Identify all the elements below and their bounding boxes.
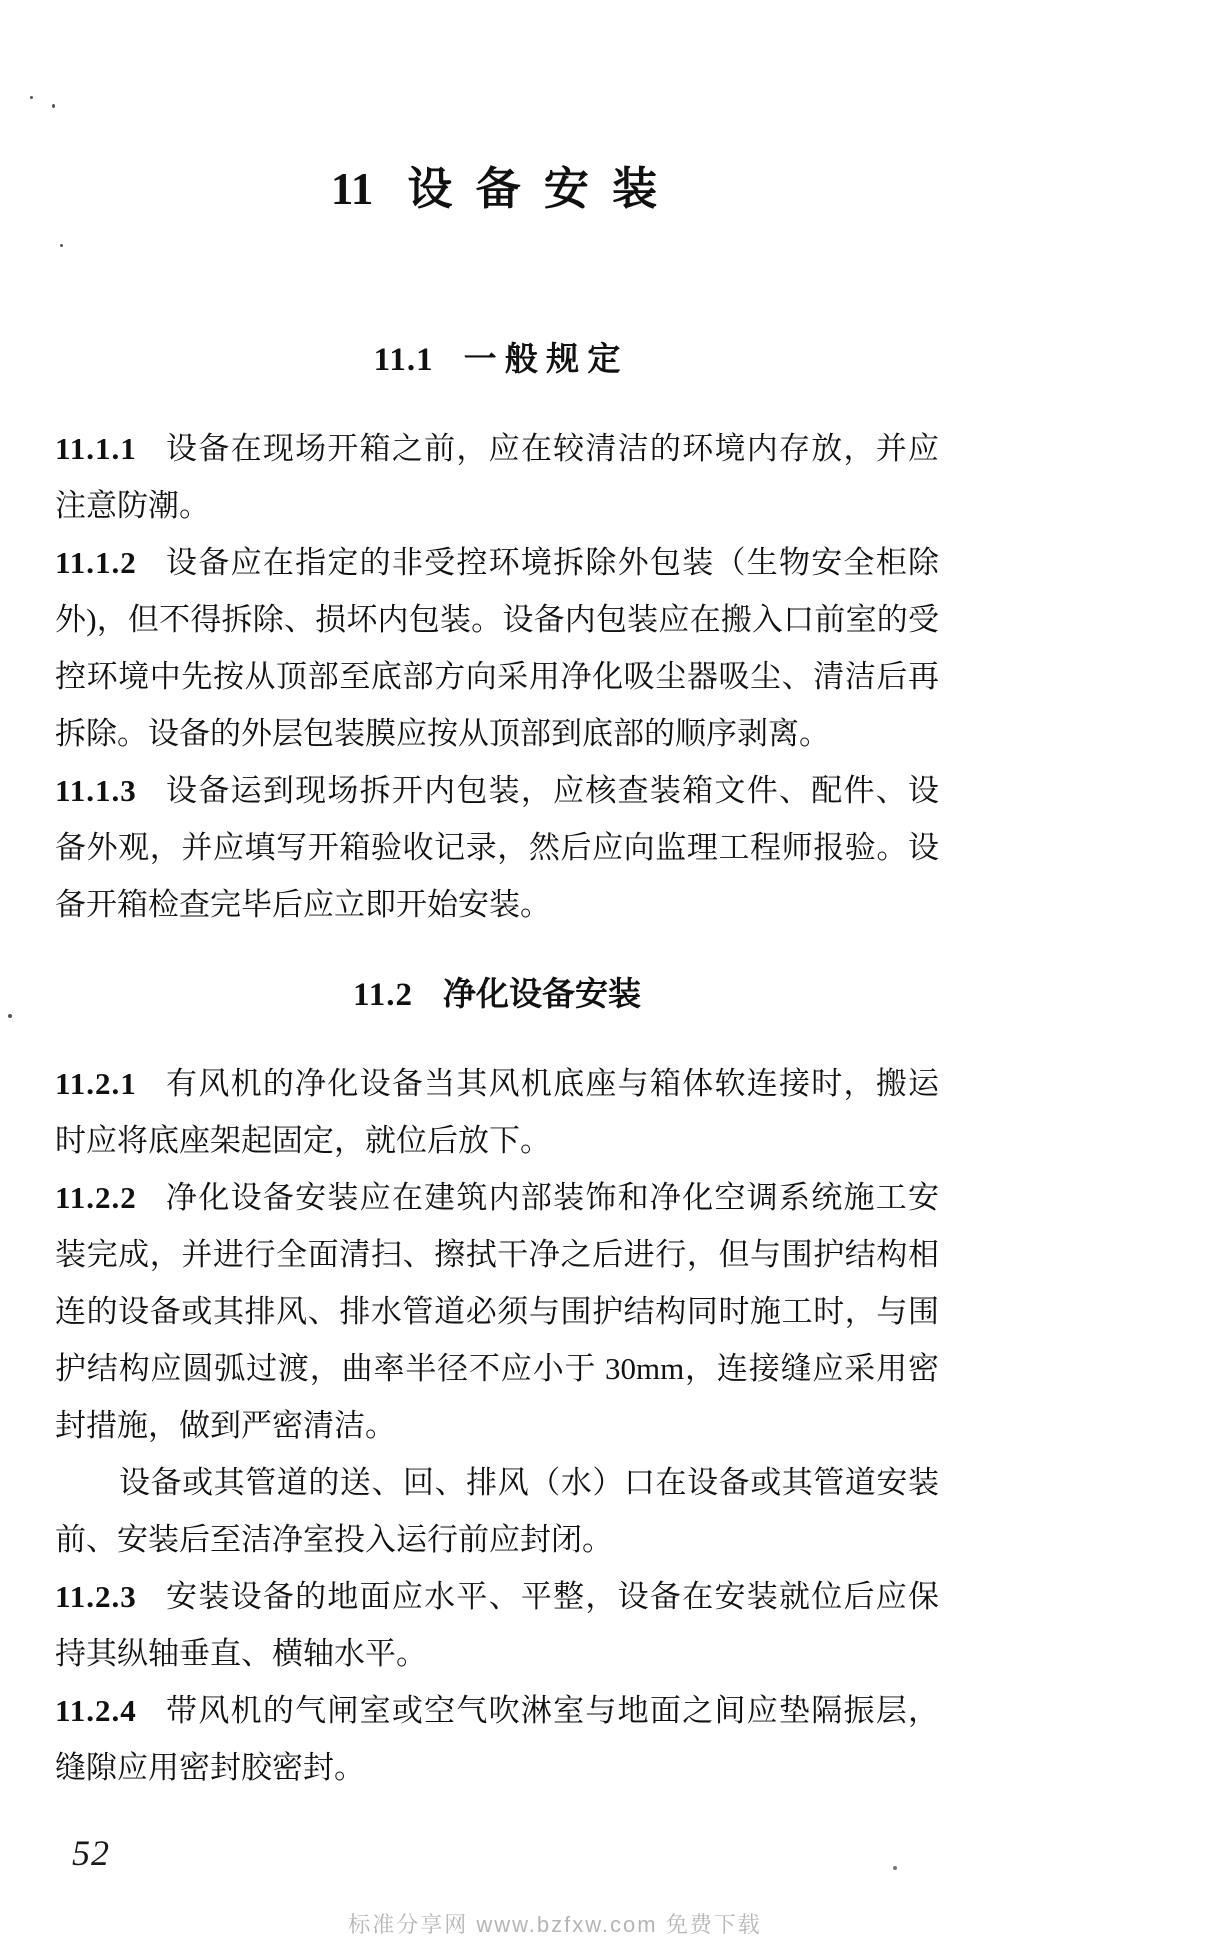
clause-11.1.1 [55,420,939,534]
clause-11.2.3 [55,1568,939,1682]
clause-text: 设备运到现场拆开内包装，应核查装箱文件、配件、设备外观，并应填写开箱验收记录，然后应向监理工程师报验。设备开箱检查完毕后应立即开始安装。 [55,773,939,922]
clause-number: 11.1.3 [55,773,137,808]
clause-number: 11.2.3 [55,1579,137,1614]
clause-11.2.4 [55,1682,939,1796]
section-title: 一 般 规 定 [463,342,621,378]
scan-artifact [30,96,33,99]
clause-number: 11.2.2 [55,1180,137,1215]
clause-11.2.2 [55,1169,939,1454]
clause-text: 安装设备的地面应水平、平整，设备在安装就位后应保持其纵轴垂直、横轴水平。 [55,1579,939,1671]
clause-text: 带风机的气闸室或空气吹淋室与地面之间应垫隔振层，缝隙应用密封胶密封。 [55,1693,939,1785]
section-number: 11.2 [353,977,413,1013]
section-heading-11.2 [55,973,939,1017]
section-title: 净化设备安装 [442,977,641,1013]
clause-text: 有风机的净化设备当其风机底座与箱体软连接时，搬运时应将底座架起固定，就位后放下。 [55,1066,939,1158]
scan-artifact [8,1014,12,1018]
document-content [55,0,939,1796]
section-number: 11.1 [373,342,434,378]
clause-number: 11.1.2 [55,545,137,580]
clause-text: 设备应在指定的非受控环境拆除外包装（生物安全柜除外)，但不得拆除、损坏内包装。设备内包装应在搬入口前室的受控环境中先按从顶部至底部方向采用净化吸尘器吸尘、清洁后再拆除。设备的外层包装膜应按从顶部到底部的顺序剥离。 [55,545,939,751]
chapter-title-text: 设 备 安 装 [407,164,664,214]
clause-11.2.1 [55,1055,939,1169]
clause-11.1.2 [55,534,939,762]
clause-number: 11.2.4 [55,1693,137,1728]
continuation-paragraph [55,1454,939,1568]
chapter-number: 11 [330,164,374,214]
scan-artifact [893,1866,897,1870]
chapter-title [55,158,939,220]
clause-text: 设备或其管道的送、回、排风（水）口在设备或其管道安装前、安装后至洁净室投入运行前应封闭。 [55,1465,939,1557]
clause-text: 设备在现场开箱之前，应在较清洁的环境内存放，并应注意防潮。 [55,431,939,523]
clause-number: 11.2.1 [55,1066,137,1101]
clause-number: 11.1.1 [55,431,137,466]
section-heading-11.1 [55,338,939,382]
clause-11.1.3 [55,762,939,933]
footer-watermark: 标准分享网 www.bzfxw.com 免费下载 [348,1912,762,1937]
sections-container [55,338,939,1796]
clause-text: 净化设备安装应在建筑内部装饰和净化空调系统施工安装完成，并进行全面清扫、擦拭干净之后进行，但与围护结构相连的设备或其排风、排水管道必须与围护结构同时施工时，与围护结构应圆弧过渡，曲率半径不应小于 30mm，连接缝应采用密封措施，做到严密清洁。 [55,1180,939,1443]
page-number: 52 [72,1833,110,1873]
